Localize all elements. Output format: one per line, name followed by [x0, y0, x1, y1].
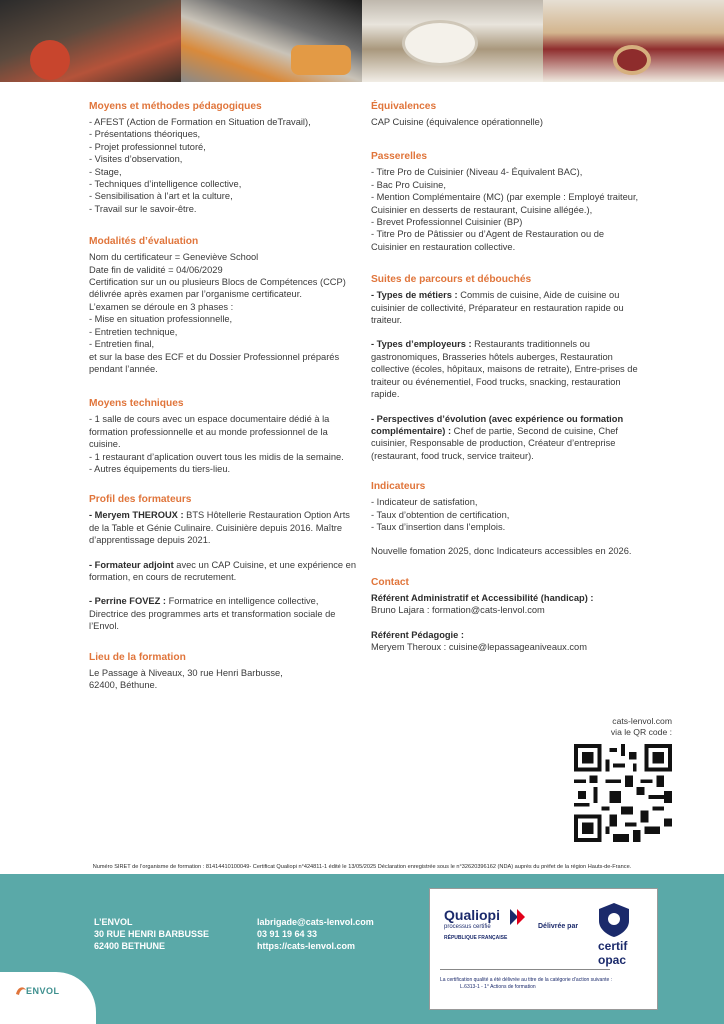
- qr-hint: via le QR code :: [610, 727, 672, 737]
- list-item: - Mention Complémentaire (MC) (par exemple : Employé traiteur, Cuisinier en desserts de restaurant, Cuisine allégée.),: [371, 192, 639, 215]
- section-title: Profil des formateurs: [89, 494, 192, 506]
- section-title: Moyens et méthodes pédagogiques: [89, 101, 262, 112]
- qualiopi-subtitle: processus certifié: [444, 924, 491, 930]
- trainer-2: - Formateur adjoint avec un CAP Cuisine, et une expérience en formation, en cours de recrutement.: [89, 559, 356, 582]
- certificate-note: La certification qualité a été délivrée au titre de la catégorie d’action suivante : L.6313-1 - 1° Actions de formation: [440, 977, 613, 990]
- list-item: - Techniques d’intelligence collective,: [89, 179, 242, 190]
- footer-website-link[interactable]: https://cats-lenvol.com: [257, 941, 356, 951]
- list-item: - Sensibilisation à l’art et la culture,: [89, 191, 233, 202]
- list-item: - Présentations théoriques,: [89, 129, 201, 140]
- text-line: - Entretien final,: [89, 339, 155, 350]
- divider: [440, 969, 610, 970]
- list-item: - Visites d’observation,: [89, 154, 183, 165]
- trainer-3: - Perrine FOVEZ : Formatrice en intelligence collective, Directrice des programmes arts et transformation sociale de l’Envol.: [89, 596, 336, 632]
- trainer-1: - Meryem THEROUX : BTS Hôtellerie Restauration Option Arts de la Table et Génie Culinaire. Cuisinière depuis 2016. Maître d’apprentissage depuis 2021.: [89, 510, 350, 546]
- employeurs: - Types d’employeurs : Restaurants traditionnels ou gastronomiques, Brasseries hôtels auberges, Restauration collective (écoles, hôpitaux, maisons de retraite), Entre-prises de traiteur ou événementiel, Food trucks, snacking, restauration rapide.: [371, 339, 638, 400]
- section-title: Suites de parcours et débouchés: [371, 274, 532, 286]
- section-indicateurs: [371, 480, 639, 558]
- footer-phone[interactable]: 03 91 19 64 33: [257, 929, 318, 939]
- section-title: Passerelles: [371, 151, 428, 163]
- section-evaluation: [89, 235, 359, 375]
- address-line: Le Passage à Niveaux, 30 rue Henri Barbusse,: [89, 667, 283, 678]
- contact-email-admin[interactable]: Bruno Lajara : formation@cats-lenvol.com: [371, 605, 545, 616]
- qualiopi-mark-icon: [510, 909, 530, 925]
- footer-email-link[interactable]: labrigade@cats-lenvol.com: [257, 917, 374, 927]
- section-lieu: [89, 651, 359, 692]
- indicateurs-note: Nouvelle fomation 2025, donc Indicateurs accessibles en 2026.: [371, 546, 632, 557]
- list-item: - Titre Pro de Cuisinier (Niveau 4- Équivalent BAC),: [371, 167, 583, 178]
- list-item: - Indicateur de satisfation,: [371, 497, 478, 508]
- certif-opac-label: certif opac: [598, 939, 628, 967]
- kitchen-photo-4: [543, 0, 724, 82]
- section-title: Modalités d’évaluation: [89, 236, 199, 248]
- qr-code-icon[interactable]: [574, 744, 672, 842]
- text-line: L’examen se déroule en 3 phases :: [89, 301, 234, 312]
- perspectives: - Perspectives d’évolution (avec expérience ou formation complémentaire) : Chef de partie, Second de cuisine, Chef cuisinier, Responsable de production, Créateur d’entreprise (restaurant, food truck, service traiteur).: [371, 413, 624, 461]
- republique-label: RÉPUBLIQUE FRANÇAISE: [444, 935, 508, 941]
- contact-email-pedago[interactable]: Meryem Theroux : cuisine@lepassageaniveaux.com: [371, 641, 587, 652]
- section-passerelles: [371, 150, 639, 253]
- delivered-by: Délivrée par: [538, 923, 579, 930]
- metiers: - Types de métiers : Commis de cuisine, Aide de cuisine ou cuisinier de collectivité, Préparateur en restauration rapide ou traiteur.: [371, 290, 624, 326]
- text-line: - Mise en situation professionnelle,: [89, 314, 233, 325]
- footer-contact: [257, 916, 374, 952]
- kitchen-photo-1: [0, 0, 181, 82]
- list-item: - AFEST (Action de Formation en Situation deTravail),: [89, 117, 311, 127]
- legal-notice: Numéro SIRET de l’organisme de formation : 81414410100049- Certificat Qualiopi n°424811-1 édité le 13/05/2025 Déclaration enregistrée sous le n°32620396162 (NDA) auprès du préfet de la région Hauts-de-France.: [92, 864, 632, 870]
- text-line: - Entretien technique,: [89, 326, 178, 337]
- footer-address: L’ENVOL 30 RUE HENRI BARBUSSE 62400 BETHUNE: [94, 917, 210, 951]
- qualiopi-brand: Qualiopi: [444, 907, 500, 923]
- left-column: [89, 100, 359, 704]
- qualiopi-certificate: [429, 888, 658, 1010]
- section-formateurs: [89, 493, 359, 632]
- list-item: - Taux d’obtention de certification,: [371, 509, 510, 520]
- list-item: - Projet professionnel tutoré,: [89, 141, 206, 152]
- section-contact: [371, 576, 639, 654]
- list-item: - Bac Pro Cuisine,: [371, 179, 446, 190]
- kitchen-photo-3: [362, 0, 543, 82]
- header-photo-strip: [0, 0, 724, 82]
- section-title: Lieu de la formation: [89, 651, 186, 663]
- envol-logo-text: ENVOL: [26, 986, 60, 996]
- kitchen-photo-2: [181, 0, 362, 82]
- section-equivalences: [371, 100, 639, 128]
- text-line: Date fin de validité = 04/06/2029: [89, 264, 223, 275]
- list-item: - 1 restaurant d’aplication ouvert tous les midis de la semaine.: [89, 451, 344, 462]
- qr-url[interactable]: cats-lenvol.com: [612, 716, 672, 726]
- list-item: - Stage,: [89, 166, 122, 177]
- section-title: Équivalences: [371, 101, 437, 112]
- contact-label: Référent Pédagogie :: [371, 629, 464, 640]
- section-debouches: [371, 273, 639, 462]
- section-title: Contact: [371, 576, 409, 588]
- contact-label: Référent Administratif et Accessibilité (handicap) :: [371, 592, 594, 603]
- section-moyens-techniques: [89, 397, 359, 475]
- section-title: Moyens techniques: [89, 398, 184, 410]
- list-item: - Travail sur le savoir-être.: [89, 203, 197, 214]
- text-line: CAP Cuisine (équivalence opérationnelle): [371, 117, 543, 127]
- list-item: - Titre Pro de Pâtissier ou d’Agent de Restauration ou de Cuisinier en restauration collective.: [371, 229, 605, 252]
- address-line: 62400, Béthune.: [89, 680, 158, 690]
- list-item: - Taux d’insertion dans l’emplois.: [371, 521, 506, 532]
- list-item: - Autres équipements du tiers-lieu.: [89, 463, 231, 474]
- right-column: [371, 100, 639, 666]
- text-line: Nom du certificateur = Geneviève School: [89, 252, 259, 263]
- text-line: Certification sur un ou plusieurs Blocs de Compétences (CCP) délivrée après examen par l’organisme certificateur.: [89, 277, 346, 300]
- list-item: - Brevet Professionnel Cuisinier (BP): [371, 217, 523, 228]
- certif-opac-shield-icon: [595, 901, 633, 939]
- text-line: et sur la base des ECF et du Dossier Professionnel préparés pendant l’année.: [89, 351, 340, 374]
- section-title: Indicateurs: [371, 481, 426, 493]
- qr-caption: [574, 716, 672, 738]
- section-methodes: [89, 100, 359, 215]
- list-item: - 1 salle de cours avec un espace documentaire dédié à la formation professionnelle et au monde professionnel de la cuisine.: [89, 414, 330, 450]
